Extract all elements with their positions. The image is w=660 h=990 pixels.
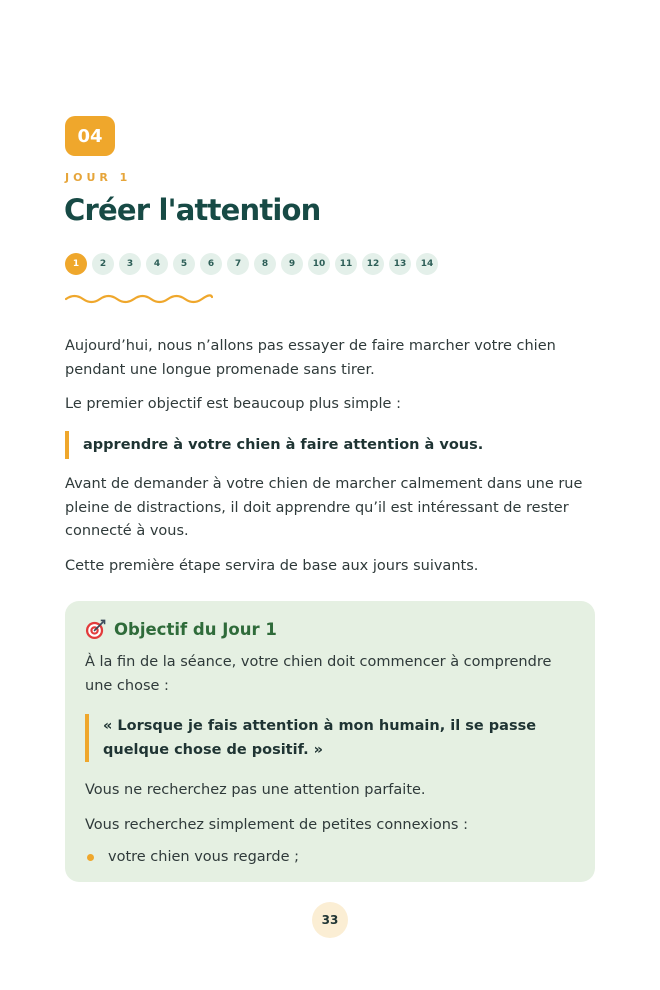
chapter-number-badge: 04 bbox=[65, 116, 115, 156]
base-paragraph: Cette première étape servira de base aux jours suivants. bbox=[65, 558, 479, 574]
day-step-3[interactable]: 3 bbox=[119, 253, 141, 275]
day-step-4[interactable]: 4 bbox=[146, 253, 168, 275]
target-icon bbox=[85, 619, 106, 640]
context-paragraph: Avant de demander à votre chien de marcher calmement dans une rue pleine de distractions, il doit apprendre qu’il est intéressant de rester connecté à vous. bbox=[65, 476, 583, 539]
page-title: Créer l'attention bbox=[64, 193, 321, 227]
day-progress-steps bbox=[65, 253, 438, 275]
objective-paragraph-1: Vous ne recherchez pas une attention parfaite. bbox=[85, 782, 426, 798]
objective-sentence: Le premier objectif est beaucoup plus simple : bbox=[65, 396, 401, 412]
list-item-text: votre chien vous regarde ; bbox=[108, 849, 300, 865]
objective-heading bbox=[85, 619, 277, 640]
day-step-8[interactable]: 8 bbox=[254, 253, 276, 275]
day-step-14[interactable]: 14 bbox=[416, 253, 438, 275]
day-step-10[interactable]: 10 bbox=[308, 253, 330, 275]
wave-divider bbox=[65, 292, 213, 306]
objective-card bbox=[65, 601, 595, 882]
day-step-1[interactable]: 1 bbox=[65, 253, 87, 275]
objective-quote: « Lorsque je fais attention à mon humain, il se passe quelque chose de positif. » bbox=[85, 714, 565, 762]
list-item bbox=[87, 849, 299, 865]
objective-intro: À la fin de la séance, votre chien doit commencer à comprendre une chose : bbox=[85, 654, 552, 694]
intro-paragraph: Aujourd’hui, nous n’allons pas essayer de faire marcher votre chien pendant une longue promenade sans tirer. bbox=[65, 338, 556, 378]
day-step-9[interactable]: 9 bbox=[281, 253, 303, 275]
key-callout: apprendre à votre chien à faire attention à vous. bbox=[65, 431, 585, 459]
day-step-12[interactable]: 12 bbox=[362, 253, 384, 275]
objective-title: Objectif du Jour 1 bbox=[114, 620, 277, 639]
day-label: JOUR 1 bbox=[65, 171, 132, 184]
day-step-13[interactable]: 13 bbox=[389, 253, 411, 275]
bullet-icon bbox=[87, 854, 94, 861]
day-step-11[interactable]: 11 bbox=[335, 253, 357, 275]
page-number: 33 bbox=[312, 902, 348, 938]
day-step-7[interactable]: 7 bbox=[227, 253, 249, 275]
day-step-2[interactable]: 2 bbox=[92, 253, 114, 275]
day-step-5[interactable]: 5 bbox=[173, 253, 195, 275]
day-step-6[interactable]: 6 bbox=[200, 253, 222, 275]
objective-paragraph-2: Vous recherchez simplement de petites connexions : bbox=[85, 817, 468, 833]
